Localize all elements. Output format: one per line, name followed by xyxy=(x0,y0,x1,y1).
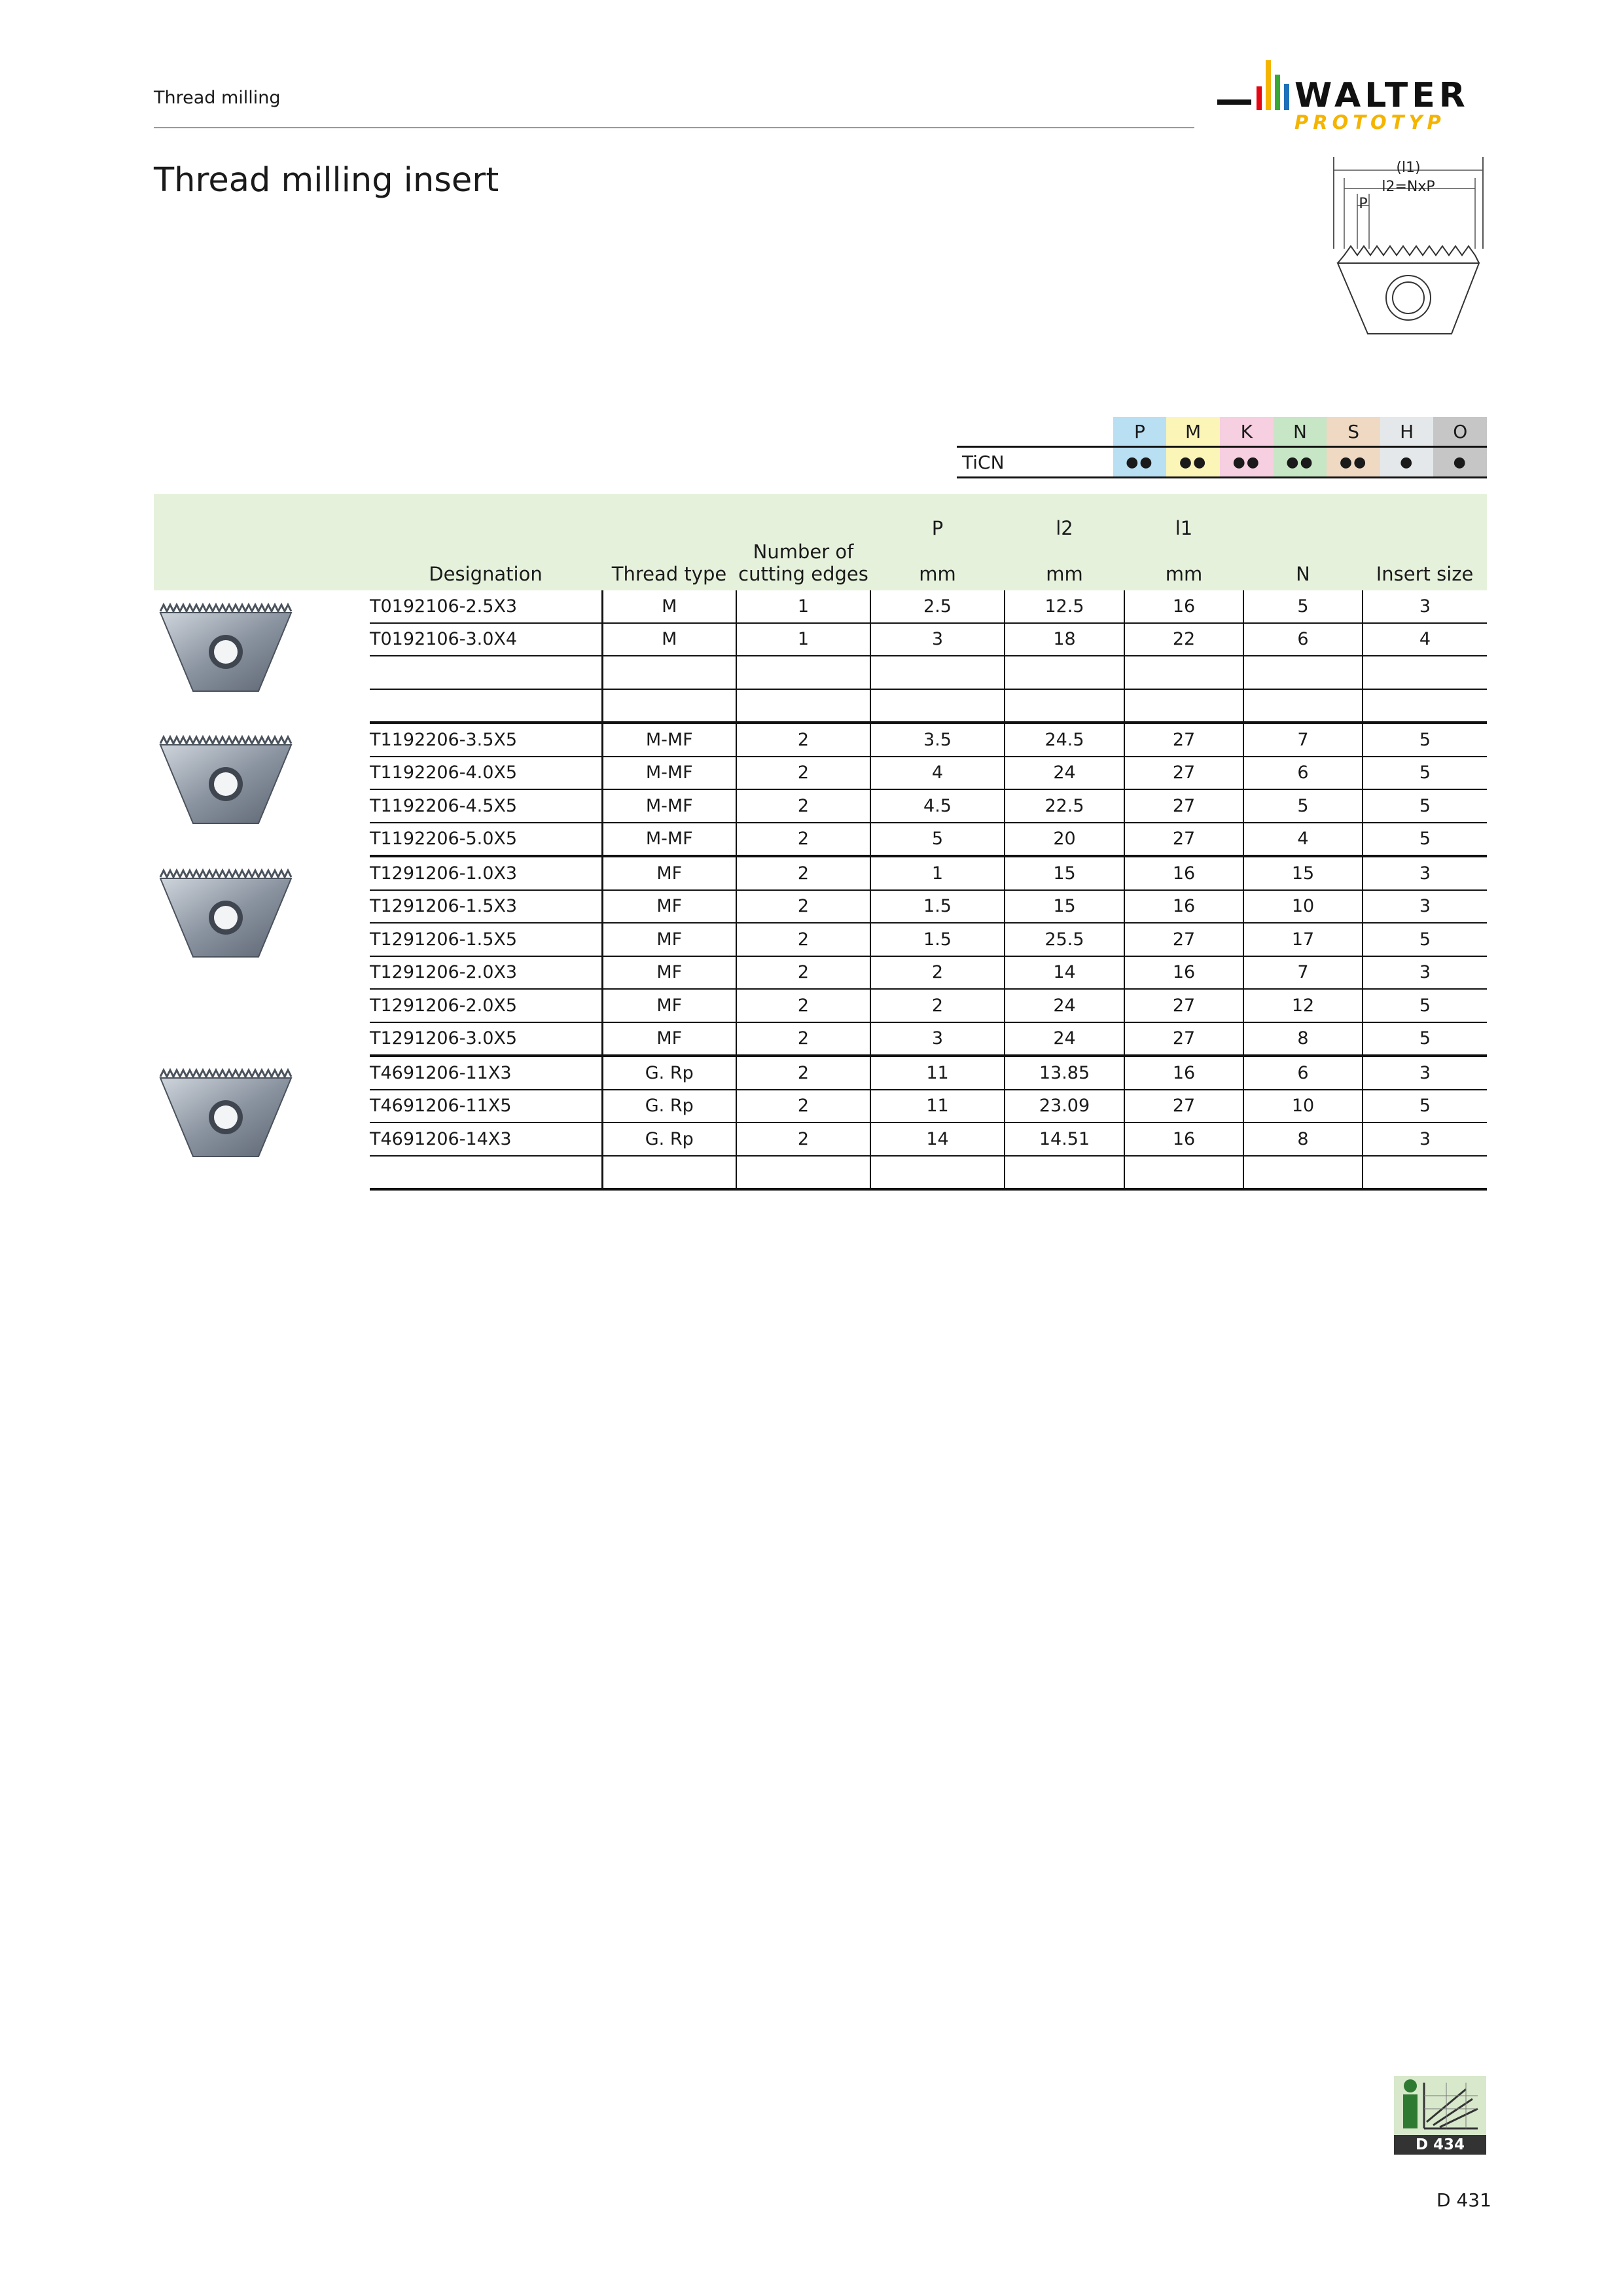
cell-n: 5 xyxy=(1243,789,1363,823)
material-K: K xyxy=(1220,417,1274,447)
cell-n: 10 xyxy=(1243,1090,1363,1123)
cell-n: 7 xyxy=(1243,956,1363,990)
cell-designation: T1291206-1.5X5 xyxy=(370,923,602,956)
cell-designation: T1192206-4.5X5 xyxy=(370,789,602,823)
cell-designation: T1291206-1.5X3 xyxy=(370,890,602,924)
cell-l1: 16 xyxy=(1124,856,1243,890)
logo-bar-red xyxy=(1257,86,1262,110)
insert-table xyxy=(154,494,1487,1191)
logo-bar-yellow xyxy=(1266,60,1271,110)
cell-pitch: 3.5 xyxy=(870,723,1005,757)
cell-l1 xyxy=(1124,656,1243,689)
insert-dimension-diagram xyxy=(1329,157,1489,340)
cell-pitch: 4.5 xyxy=(870,789,1005,823)
cell-insert-size xyxy=(1363,1156,1487,1190)
cell-designation: T1192206-4.0X5 xyxy=(370,757,602,790)
cell-insert-size: 5 xyxy=(1363,1022,1487,1056)
cell-designation: T1291206-2.0X3 xyxy=(370,956,602,990)
cell-l1: 27 xyxy=(1124,789,1243,823)
col-header-edges-line2: cutting edges xyxy=(738,563,868,585)
cell-l2: 24.5 xyxy=(1005,723,1124,757)
cell-l1: 27 xyxy=(1124,1022,1243,1056)
cell-l2: 15 xyxy=(1005,856,1124,890)
cell-n: 6 xyxy=(1243,757,1363,790)
info-reference-label[interactable]: D 434 xyxy=(1394,2135,1486,2155)
cell-n: 5 xyxy=(1243,590,1363,623)
col-header-l1: l1 xyxy=(1124,494,1243,540)
cell-insert-size: 5 xyxy=(1363,789,1487,823)
cell-cutting-edges: 2 xyxy=(736,1022,870,1056)
cell-cutting-edges: 2 xyxy=(736,989,870,1022)
cell-pitch: 11 xyxy=(870,1090,1005,1123)
material-P: P xyxy=(1113,417,1167,447)
cell-insert-size xyxy=(1363,656,1487,689)
suitability-N: ●● xyxy=(1274,447,1327,478)
suitability-S: ●● xyxy=(1327,447,1380,478)
cell-thread-type: G. Rp xyxy=(602,1056,736,1090)
cell-l2: 18 xyxy=(1005,623,1124,656)
material-N: N xyxy=(1274,417,1327,447)
col-header-designation: Designation xyxy=(370,540,602,590)
cell-pitch: 3 xyxy=(870,623,1005,656)
cell-l1: 22 xyxy=(1124,623,1243,656)
cell-pitch xyxy=(870,689,1005,723)
table-row xyxy=(154,1056,1487,1090)
cell-l1: 16 xyxy=(1124,1056,1243,1090)
cell-n: 8 xyxy=(1243,1022,1363,1056)
cell-n: 12 xyxy=(1243,989,1363,1022)
suitability-P: ●● xyxy=(1113,447,1167,478)
cell-l1: 16 xyxy=(1124,590,1243,623)
cell-n: 15 xyxy=(1243,856,1363,890)
insert-image-cell xyxy=(154,856,370,1056)
cell-pitch: 4 xyxy=(870,757,1005,790)
cell-insert-size: 3 xyxy=(1363,956,1487,990)
cell-l2: 14.51 xyxy=(1005,1122,1124,1156)
material-M: M xyxy=(1166,417,1220,447)
cell-l1: 27 xyxy=(1124,757,1243,790)
cell-l2: 24 xyxy=(1005,989,1124,1022)
material-S: S xyxy=(1327,417,1380,447)
col-unit-l2: mm xyxy=(1005,540,1124,590)
cell-designation xyxy=(370,656,602,689)
cell-thread-type: MF xyxy=(602,1022,736,1056)
col-header-cutting-edges xyxy=(736,540,870,590)
insert-image-cell xyxy=(154,723,370,856)
cell-cutting-edges: 2 xyxy=(736,789,870,823)
col-unit-l1: mm xyxy=(1124,540,1243,590)
cell-designation: T4691206-11X5 xyxy=(370,1090,602,1123)
cell-insert-size: 3 xyxy=(1363,890,1487,924)
cell-cutting-edges: 2 xyxy=(736,856,870,890)
cell-l2: 24 xyxy=(1005,757,1124,790)
insert-photo-icon xyxy=(154,864,298,962)
cell-n: 6 xyxy=(1243,1056,1363,1090)
col-header-l2: l2 xyxy=(1005,494,1124,540)
cell-l2: 23.09 xyxy=(1005,1090,1124,1123)
col-unit-p: mm xyxy=(870,540,1005,590)
cell-l2: 20 xyxy=(1005,823,1124,857)
cell-insert-size: 5 xyxy=(1363,723,1487,757)
cell-cutting-edges: 2 xyxy=(736,1090,870,1123)
cell-thread-type xyxy=(602,689,736,723)
insert-photo-icon xyxy=(154,1064,298,1162)
cell-l1 xyxy=(1124,1156,1243,1190)
cell-pitch: 1.5 xyxy=(870,923,1005,956)
cell-pitch: 1 xyxy=(870,856,1005,890)
cell-designation: T4691206-11X3 xyxy=(370,1056,602,1090)
material-H: H xyxy=(1380,417,1433,447)
cell-thread-type: MF xyxy=(602,890,736,924)
dim-l2-label: l2=NxP xyxy=(1382,179,1435,195)
cell-l2 xyxy=(1005,689,1124,723)
cell-n: 4 xyxy=(1243,823,1363,857)
cell-cutting-edges xyxy=(736,689,870,723)
cell-insert-size: 5 xyxy=(1363,1090,1487,1123)
table-row xyxy=(154,856,1487,890)
header-divider xyxy=(154,127,1194,128)
cell-pitch: 2.5 xyxy=(870,590,1005,623)
cell-thread-type: M-MF xyxy=(602,823,736,857)
cell-pitch: 11 xyxy=(870,1056,1005,1090)
cell-designation: T1192206-5.0X5 xyxy=(370,823,602,857)
cell-designation: T1291206-1.0X3 xyxy=(370,856,602,890)
cell-n: 8 xyxy=(1243,1122,1363,1156)
cell-pitch xyxy=(870,656,1005,689)
cell-designation xyxy=(370,1156,602,1190)
cell-thread-type: MF xyxy=(602,989,736,1022)
cell-n xyxy=(1243,689,1363,723)
cell-l2: 14 xyxy=(1005,956,1124,990)
cell-l1: 27 xyxy=(1124,923,1243,956)
col-header-p: P xyxy=(870,494,1005,540)
insert-image-cell xyxy=(154,1056,370,1189)
cell-thread-type: M-MF xyxy=(602,789,736,823)
cell-pitch: 1.5 xyxy=(870,890,1005,924)
info-icon xyxy=(1394,2076,1486,2135)
table-row xyxy=(154,590,1487,623)
cell-thread-type xyxy=(602,1156,736,1190)
cell-cutting-edges: 1 xyxy=(736,623,870,656)
cell-cutting-edges: 2 xyxy=(736,1056,870,1090)
cell-n: 17 xyxy=(1243,923,1363,956)
dim-l1-label: (l1) xyxy=(1396,160,1421,176)
cell-n: 10 xyxy=(1243,890,1363,924)
cell-designation: T1291206-3.0X5 xyxy=(370,1022,602,1056)
cell-pitch xyxy=(870,1156,1005,1190)
cell-l2 xyxy=(1005,656,1124,689)
material-suitability-table xyxy=(957,417,1487,478)
cell-l1: 27 xyxy=(1124,723,1243,757)
col-header-thread-type: Thread type xyxy=(602,540,736,590)
suitability-H: ● xyxy=(1380,447,1433,478)
cell-l2: 15 xyxy=(1005,890,1124,924)
cell-l2: 22.5 xyxy=(1005,789,1124,823)
cell-l2: 13.85 xyxy=(1005,1056,1124,1090)
cell-designation: T4691206-14X3 xyxy=(370,1122,602,1156)
cell-thread-type: M xyxy=(602,590,736,623)
cell-cutting-edges xyxy=(736,1156,870,1190)
cell-designation: T1192206-3.5X5 xyxy=(370,723,602,757)
insert-photo-icon xyxy=(154,730,298,829)
material-O: O xyxy=(1433,417,1487,447)
cell-pitch: 2 xyxy=(870,989,1005,1022)
cell-insert-size: 5 xyxy=(1363,923,1487,956)
cell-cutting-edges: 2 xyxy=(736,757,870,790)
cell-n: 7 xyxy=(1243,723,1363,757)
suitability-K: ●● xyxy=(1220,447,1274,478)
cell-l1: 16 xyxy=(1124,956,1243,990)
cell-thread-type: MF xyxy=(602,923,736,956)
cell-insert-size: 3 xyxy=(1363,1122,1487,1156)
page-title: Thread milling insert xyxy=(154,161,499,200)
logo-brand: WALTER xyxy=(1294,76,1469,115)
insert-photo-icon xyxy=(154,598,298,696)
cell-l1 xyxy=(1124,689,1243,723)
logo-bar-green xyxy=(1275,75,1280,110)
logo-bar-blue xyxy=(1284,84,1289,110)
cell-l2: 12.5 xyxy=(1005,590,1124,623)
cell-pitch: 5 xyxy=(870,823,1005,857)
cell-insert-size: 5 xyxy=(1363,823,1487,857)
cell-cutting-edges: 2 xyxy=(736,923,870,956)
cell-pitch: 14 xyxy=(870,1122,1005,1156)
cell-thread-type: M-MF xyxy=(602,723,736,757)
page-number: D 431 xyxy=(1436,2189,1491,2211)
cell-l1: 27 xyxy=(1124,989,1243,1022)
cell-designation: T0192106-3.0X4 xyxy=(370,623,602,656)
cell-insert-size: 3 xyxy=(1363,856,1487,890)
cell-cutting-edges: 2 xyxy=(736,890,870,924)
cell-n xyxy=(1243,656,1363,689)
cell-insert-size: 3 xyxy=(1363,1056,1487,1090)
info-reference-box[interactable] xyxy=(1394,2076,1486,2135)
cell-pitch: 3 xyxy=(870,1022,1005,1056)
cell-cutting-edges: 2 xyxy=(736,723,870,757)
suitability-O: ● xyxy=(1433,447,1487,478)
cell-insert-size: 5 xyxy=(1363,989,1487,1022)
cell-cutting-edges: 2 xyxy=(736,1122,870,1156)
insert-image-cell xyxy=(154,590,370,723)
dim-p-label: P xyxy=(1359,196,1368,212)
cell-cutting-edges xyxy=(736,656,870,689)
walter-logo xyxy=(1217,60,1487,132)
cell-thread-type: G. Rp xyxy=(602,1090,736,1123)
col-header-edges-line1: Number of xyxy=(753,541,854,563)
cell-thread-type: M-MF xyxy=(602,757,736,790)
cell-designation: T1291206-2.0X5 xyxy=(370,989,602,1022)
col-header-n: N xyxy=(1243,540,1363,590)
cell-thread-type xyxy=(602,656,736,689)
col-header-insert-size: Insert size xyxy=(1363,540,1487,590)
cell-thread-type: MF xyxy=(602,856,736,890)
coating-label: TiCN xyxy=(957,447,1113,478)
cell-cutting-edges: 1 xyxy=(736,590,870,623)
cell-l2 xyxy=(1005,1156,1124,1190)
cell-thread-type: MF xyxy=(602,956,736,990)
cell-l2: 25.5 xyxy=(1005,923,1124,956)
cell-l1: 27 xyxy=(1124,1090,1243,1123)
cell-insert-size: 5 xyxy=(1363,757,1487,790)
cell-l1: 16 xyxy=(1124,890,1243,924)
cell-l1: 27 xyxy=(1124,823,1243,857)
table-row xyxy=(154,723,1487,757)
cell-thread-type: M xyxy=(602,623,736,656)
cell-insert-size: 3 xyxy=(1363,590,1487,623)
suitability-M: ●● xyxy=(1166,447,1220,478)
logo-dash xyxy=(1217,99,1251,105)
cell-pitch: 2 xyxy=(870,956,1005,990)
cell-n: 6 xyxy=(1243,623,1363,656)
cell-l1: 16 xyxy=(1124,1122,1243,1156)
cell-thread-type: G. Rp xyxy=(602,1122,736,1156)
cell-cutting-edges: 2 xyxy=(736,956,870,990)
cell-l2: 24 xyxy=(1005,1022,1124,1056)
logo-line: PROTOTYP xyxy=(1294,111,1446,134)
cell-cutting-edges: 2 xyxy=(736,823,870,857)
cell-insert-size xyxy=(1363,689,1487,723)
cell-n xyxy=(1243,1156,1363,1190)
cell-designation xyxy=(370,689,602,723)
section-label: Thread milling xyxy=(154,88,281,108)
cell-designation: T0192106-2.5X3 xyxy=(370,590,602,623)
cell-insert-size: 4 xyxy=(1363,623,1487,656)
